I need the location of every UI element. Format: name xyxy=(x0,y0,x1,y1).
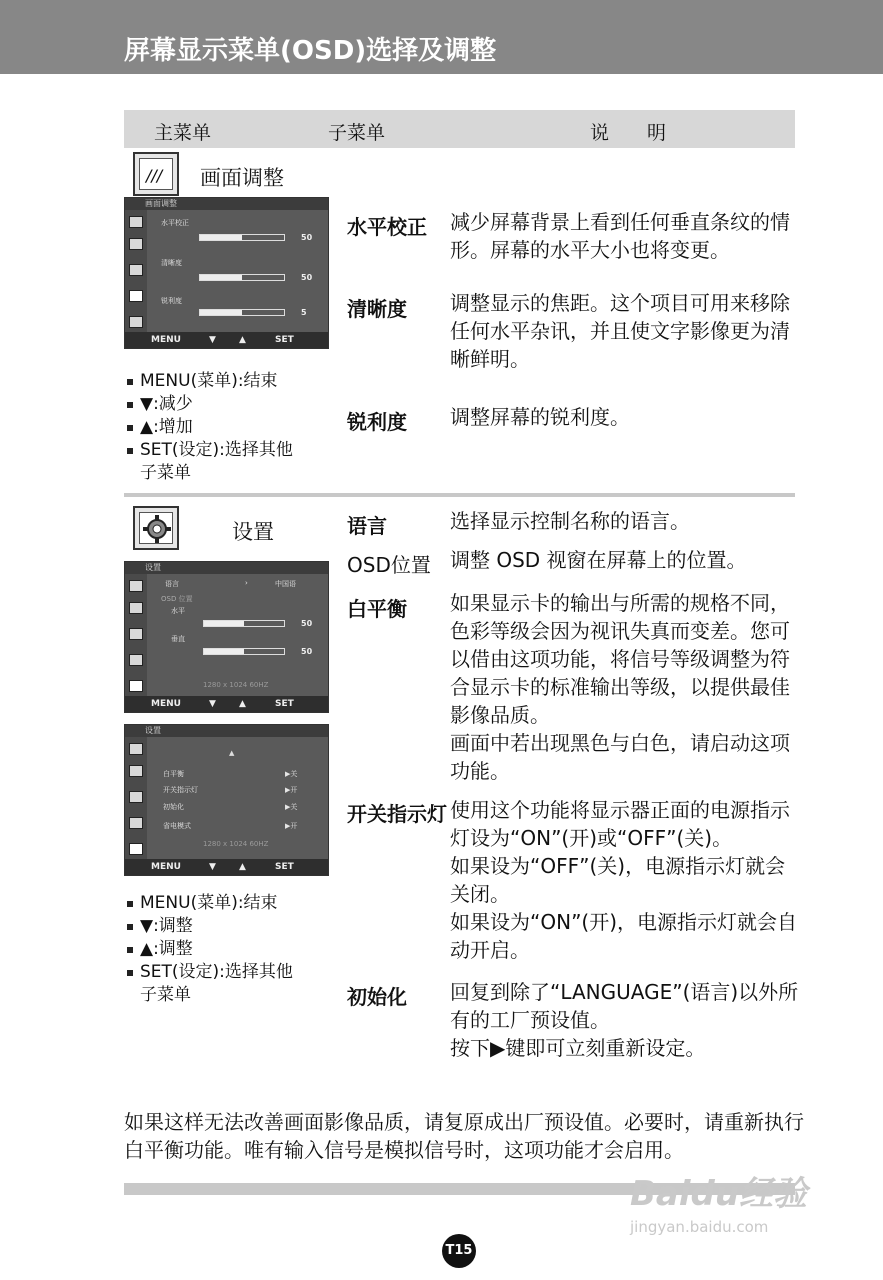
osd-picture-menu xyxy=(124,197,329,349)
osd-up-mark: ▲ xyxy=(229,749,235,757)
osd-up-label: ▲ xyxy=(239,862,246,872)
footer-note: 如果这样无法改善画面影像品质，请复原成出厂预设值。必要时，请重新执行白平衡功能。唯有输入信号是模拟信号时，这项功能才会启用。 xyxy=(124,1110,804,1162)
osd-value: 50 xyxy=(301,233,313,242)
osd-set-label: SET xyxy=(275,335,294,345)
desc-factory-reset xyxy=(450,978,800,1062)
osd-button-bar xyxy=(125,859,328,875)
osd-arrow: › xyxy=(245,579,248,587)
desc-factory-reset-p2: 按下▶键即可立刻重新设定。 xyxy=(450,1036,706,1060)
osd-slider xyxy=(199,309,285,316)
osd-v-slider xyxy=(203,648,285,655)
section2-notes xyxy=(124,892,293,1007)
term-h-position: 水平校正 xyxy=(347,215,427,239)
table-header xyxy=(124,110,795,148)
osd-h-slider xyxy=(203,620,285,627)
desc-h-position: 减少屏幕背景上看到任何垂直条纹的情形。屏幕的水平大小也将变更。 xyxy=(450,210,790,262)
osd-down-label: ▼ xyxy=(209,335,216,345)
picture-icon xyxy=(129,817,143,829)
term-language: 语言 xyxy=(347,514,387,538)
osd-sidebar xyxy=(125,210,147,332)
osd-title: 设置 xyxy=(125,725,328,737)
page-title: 屏幕显示菜单(OSD)选择及调整 xyxy=(124,36,497,66)
osd-down-label: ▼ xyxy=(209,699,216,709)
section-divider xyxy=(124,493,795,497)
osd-resolution: 1280 x 1024 60HZ xyxy=(203,840,269,848)
picture-adjust-icon xyxy=(133,152,179,196)
osd-row-label: 省电模式 xyxy=(163,822,191,830)
header-sub-menu: 子菜单 xyxy=(328,122,386,144)
osd-menu-label: MENU xyxy=(151,699,181,709)
term-power-indicator: 开关指示灯 xyxy=(347,802,447,826)
osd-up-label: ▲ xyxy=(239,699,246,709)
header-description: 说 明 xyxy=(590,122,667,144)
osd-h-value: 50 xyxy=(301,619,313,628)
gear-icon xyxy=(129,843,143,855)
page-number: T15 xyxy=(442,1234,476,1268)
osd-language-label: 语言 xyxy=(165,580,179,588)
osd-menu-label: MENU xyxy=(151,335,181,345)
note-item-cont: 子菜单 xyxy=(140,985,191,1005)
osd-menu-label: MENU xyxy=(151,862,181,872)
term-clock: 清晰度 xyxy=(347,297,407,321)
term-white-balance: 白平衡 xyxy=(347,597,407,621)
osd-title: 设置 xyxy=(125,562,328,574)
tracking-icon xyxy=(129,628,143,640)
note-item: ▼:调整 xyxy=(124,915,293,938)
desc-white-balance xyxy=(450,589,800,785)
picture-icon xyxy=(129,290,143,302)
osd-button-bar xyxy=(125,332,328,348)
osd-v-label: 垂直 xyxy=(171,635,185,643)
note-item: ▼:减少 xyxy=(124,393,293,416)
osd-row-label: 开关指示灯 xyxy=(163,786,198,794)
desc-white-balance-p2: 画面中若出现黑色与白色，请启动这项功能。 xyxy=(450,731,790,783)
desc-factory-reset-p1: 回复到除了“LANGUAGE”(语言)以外所有的工厂预设值。 xyxy=(450,980,799,1032)
note-item: SET(设定):选择其他 xyxy=(124,961,293,984)
osd-h-label: 水平 xyxy=(171,607,185,615)
section1-notes xyxy=(124,370,293,485)
osd-v-value: 50 xyxy=(301,647,313,656)
osd-row-value: ▶关 xyxy=(285,803,298,811)
desc-white-balance-p1: 如果显示卡的输出与所需的规格不同，色彩等级会因为视讯失真而变差。您可以借由这项功能，将信号等级调整为符合显示卡的标准输出等级，以提供最佳影像品质。 xyxy=(450,591,790,727)
note-item: ▲:增加 xyxy=(124,416,293,439)
osd-row-value: ▶开 xyxy=(285,786,298,794)
note-item: SET(设定):选择其他 xyxy=(124,439,293,462)
color-icon xyxy=(129,602,143,614)
gear-icon xyxy=(129,316,143,328)
desc-osd-position: 调整 OSD 视窗在屏幕上的位置。 xyxy=(450,548,747,572)
color-icon xyxy=(129,238,143,250)
osd-row-value: ▶开 xyxy=(285,822,298,830)
osd-slider xyxy=(199,274,285,281)
monitor-icon xyxy=(129,216,143,228)
osd-row-label: 清晰度 xyxy=(161,259,182,267)
osd-title: 画面调整 xyxy=(125,198,328,210)
tracking-icon xyxy=(129,264,143,276)
osd-value: 50 xyxy=(301,273,313,282)
osd-language-value: 中国语 xyxy=(275,580,296,588)
tracking-icon xyxy=(129,791,143,803)
desc-power-indicator-p1: 使用这个功能将显示器正面的电源指示灯设为“ON”(开)或“OFF”(关)。 xyxy=(450,798,790,850)
watermark-logo: Baidu经验 xyxy=(630,1174,808,1214)
watermark-url: jingyan.baidu.com xyxy=(630,1218,769,1236)
desc-power-indicator xyxy=(450,796,800,964)
monitor-icon xyxy=(129,743,143,755)
title-bar xyxy=(0,0,883,74)
color-icon xyxy=(129,765,143,777)
osd-row-label: 初始化 xyxy=(163,803,184,811)
section-setup-label: 设置 xyxy=(232,520,274,544)
term-sharpness: 锐利度 xyxy=(347,410,407,434)
svg-text:///: /// xyxy=(146,166,163,185)
osd-row-label: 白平衡 xyxy=(163,770,184,778)
osd-row-value: ▶关 xyxy=(285,770,298,778)
osd-value: 5 xyxy=(301,308,307,317)
section-picture-label: 画面调整 xyxy=(200,166,284,190)
osd-sidebar xyxy=(125,737,147,859)
monitor-icon xyxy=(129,580,143,592)
note-item: ▲:调整 xyxy=(124,938,293,961)
gear-icon xyxy=(129,680,143,692)
osd-button-bar xyxy=(125,696,328,712)
desc-power-indicator-p2: 如果设为“OFF”(关)，电源指示灯就会关闭。 xyxy=(450,854,786,906)
osd-setup-menu-2 xyxy=(124,724,329,876)
desc-language: 选择显示控制名称的语言。 xyxy=(450,509,690,533)
header-main-menu: 主菜单 xyxy=(154,122,212,144)
desc-power-indicator-p3: 如果设为“ON”(开)，电源指示灯就会自动开启。 xyxy=(450,910,798,962)
term-factory-reset: 初始化 xyxy=(347,985,407,1009)
note-item: MENU(菜单):结束 xyxy=(124,892,293,915)
osd-set-label: SET xyxy=(275,862,294,872)
term-osd-position: OSD位置 xyxy=(347,553,431,577)
desc-sharpness: 调整屏幕的锐利度。 xyxy=(450,405,630,429)
picture-icon xyxy=(129,654,143,666)
osd-down-label: ▼ xyxy=(209,862,216,872)
note-item: MENU(菜单):结束 xyxy=(124,370,293,393)
osd-row-label: 水平校正 xyxy=(161,219,189,227)
osd-slider xyxy=(199,234,285,241)
note-item-cont: 子菜单 xyxy=(140,463,191,483)
osd-set-label: SET xyxy=(275,699,294,709)
osd-position-label: OSD 位置 xyxy=(161,595,193,603)
osd-row-label: 锐利度 xyxy=(161,297,182,305)
osd-resolution: 1280 x 1024 60HZ xyxy=(203,681,269,689)
setup-section-icon xyxy=(133,506,179,550)
osd-sidebar xyxy=(125,574,147,696)
osd-setup-menu xyxy=(124,561,329,713)
desc-clock: 调整显示的焦距。这个项目可用来移除任何水平杂讯，并且使文字影像更为清晰鲜明。 xyxy=(450,291,790,371)
osd-up-label: ▲ xyxy=(239,335,246,345)
